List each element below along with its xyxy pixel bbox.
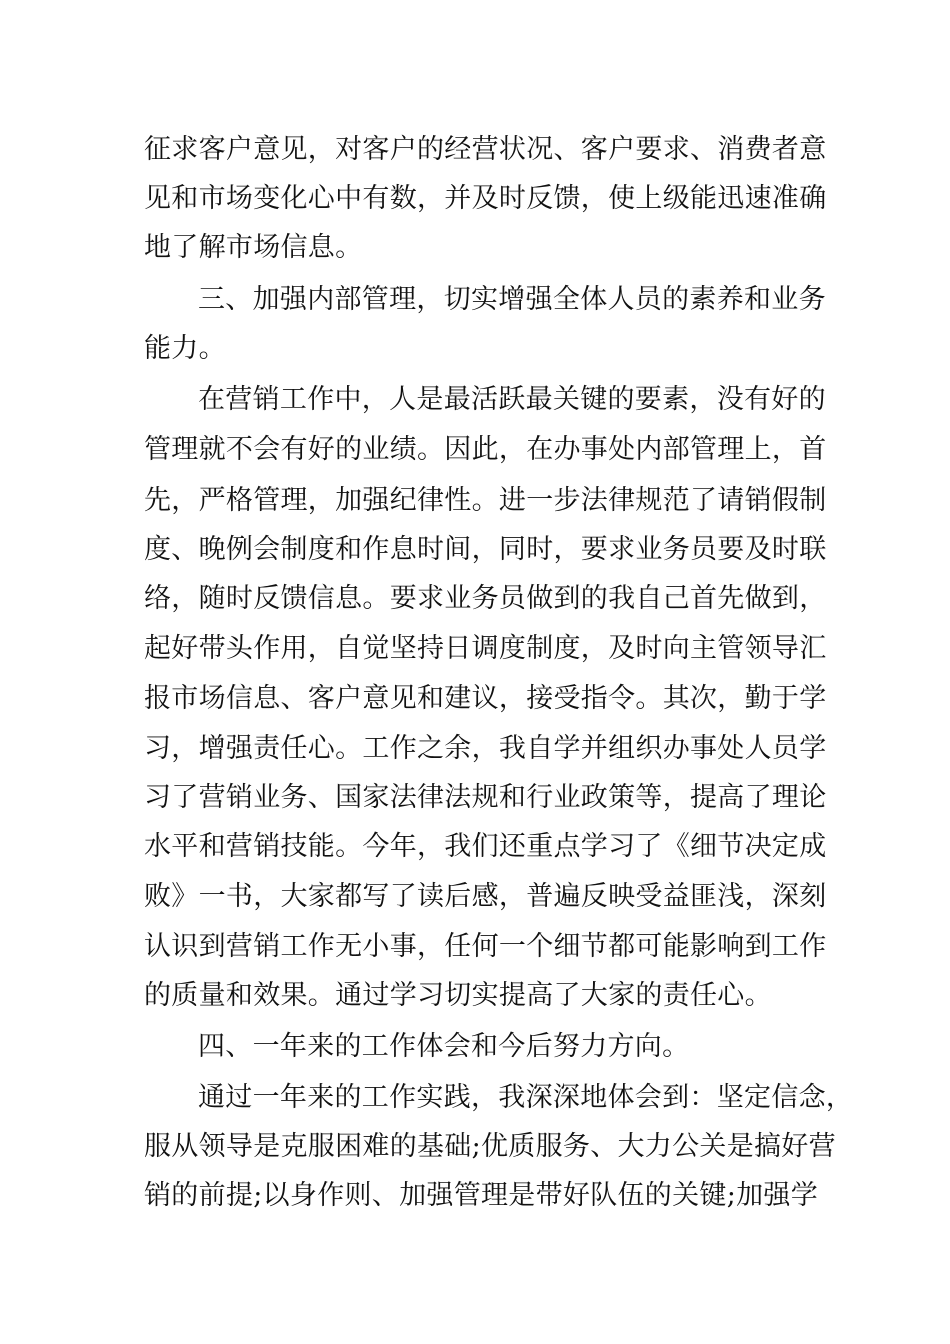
text-line: 征求客户意见，对客户的经营状况、客户要求、消费者意 — [144, 134, 827, 165]
text-line: 销的前提;以身作则、加强管理是带好队伍的关键;加强学 — [144, 1180, 818, 1211]
text-line: 服从领导是克服困难的基础;优质服务、大力公关是搞好营 — [144, 1131, 836, 1162]
text-line: 的质量和效果。通过学习切实提高了大家的责任心。 — [144, 980, 772, 1011]
section-heading-3: 三、加强内部管理，切实增强全体人员的素养和业务 — [198, 284, 826, 315]
text-line: 络，随时反馈信息。要求业务员做到的我自己首先做到， — [144, 583, 827, 614]
text-line: 能力。 — [144, 333, 226, 364]
text-line: 水平和营销技能。今年，我们还重点学习了《细节决定成 — [144, 831, 827, 862]
text-line: 先，严格管理，加强纪律性。进一步法律规范了请销假制 — [144, 485, 827, 516]
text-line: 度、晚例会制度和作息时间，同时，要求业务员要及时联 — [144, 534, 827, 565]
paragraph-start: 通过一年来的工作实践，我深深地体会到：坚定信念， — [198, 1082, 854, 1113]
section-heading-4: 四、一年来的工作体会和今后努力方向。 — [198, 1031, 690, 1062]
text-line: 报市场信息、客户意见和建议，接受指令。其次，勤于学 — [144, 683, 827, 714]
text-line: 习了营销业务、国家法律法规和行业政策等，提高了理论 — [144, 782, 827, 813]
text-line: 管理就不会有好的业绩。因此，在办事处内部管理上，首 — [144, 434, 827, 465]
text-line: 起好带头作用，自觉坚持日调度制度，及时向主管领导汇 — [144, 633, 827, 664]
text-line: 认识到营销工作无小事，任何一个细节都可能影响到工作 — [144, 931, 827, 962]
text-line: 地了解市场信息。 — [144, 232, 363, 263]
text-line: 习，增强责任心。工作之余，我自学并组织办事处人员学 — [144, 733, 827, 764]
paragraph-start: 在营销工作中，人是最活跃最关键的要素，没有好的 — [198, 384, 826, 415]
text-line: 败》一书，大家都写了读后感，普遍反映受益匪浅，深刻 — [144, 881, 827, 912]
text-line: 见和市场变化心中有数，并及时反馈，使上级能迅速准确 — [144, 183, 827, 214]
